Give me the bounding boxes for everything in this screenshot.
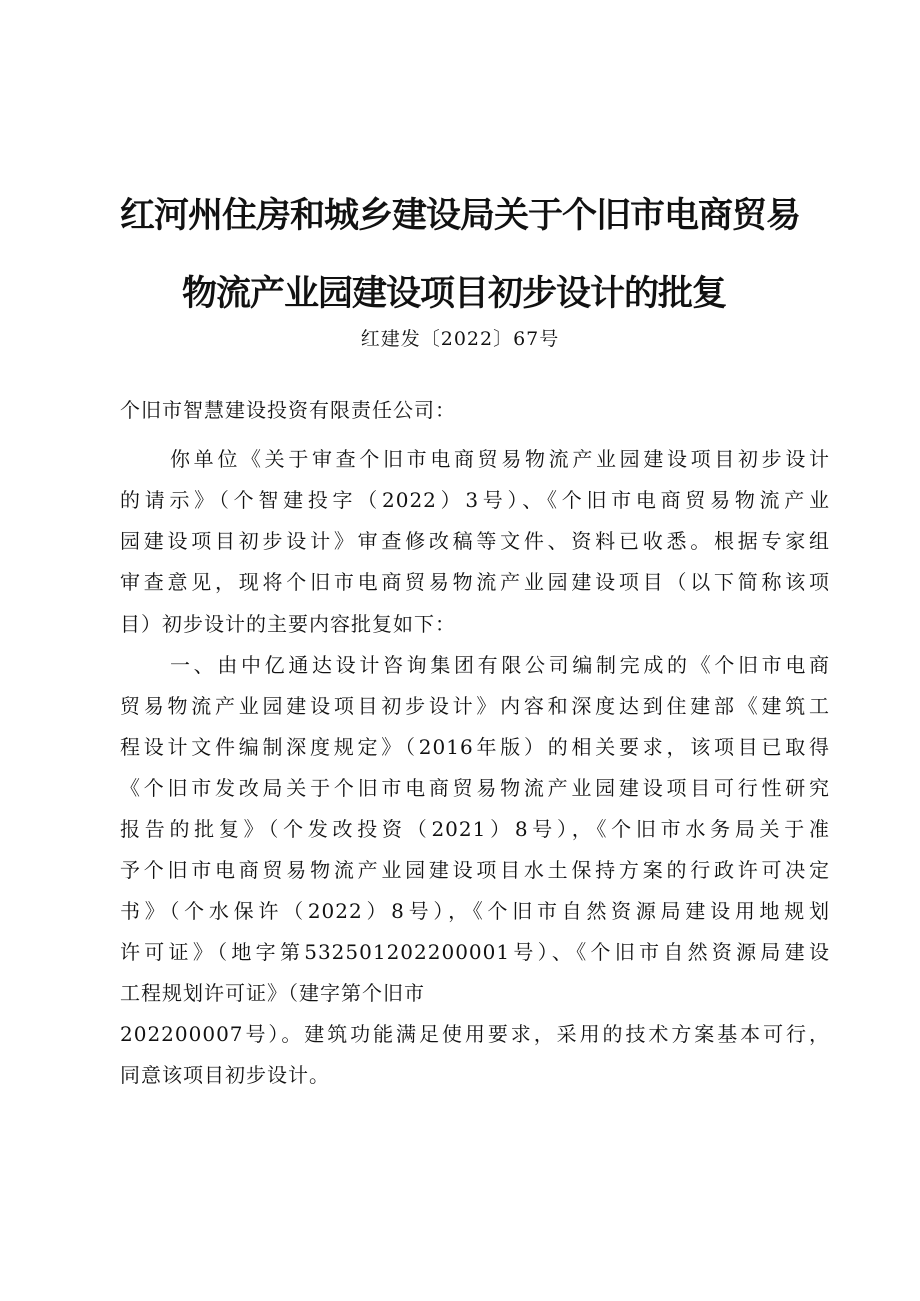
paragraph-line: 同意该项目初步设计。	[120, 1063, 330, 1087]
paragraph-line: 你单位《关于审查个旧市电商贸易物流产业园建设项目初步设计	[170, 447, 830, 471]
addressee: 个旧市智慧建设投资有限责任公司：	[120, 398, 456, 422]
paragraph-line: 予个旧市电商贸易物流产业园建设项目水土保持方案的行政许可决定	[120, 858, 830, 882]
paragraph-line: 审查意见，现将个旧市电商贸易物流产业园建设项目（以下简称该项	[120, 570, 830, 594]
paragraph-line: 一、由中亿通达设计咨询集团有限公司编制完成的《个旧市电商	[170, 653, 830, 677]
paragraph-line: 202200007号）。建筑功能满足使用要求，采用的技术方案基本可行，	[120, 1022, 830, 1046]
paragraph-line: 许可证》（地字第532501202200001号）、《个旧市自然资源局建设	[120, 940, 830, 964]
paragraph-line: 工程规划许可证》（建字第个旧市	[120, 981, 425, 1005]
paragraph-line: 《个旧市发改局关于个旧市电商贸易物流产业园建设项目可行性研究	[120, 776, 830, 800]
paragraph-line: 贸易物流产业园建设项目初步设计》内容和深度达到住建部《建筑工	[120, 694, 830, 718]
paragraph-line: 书》（个水保许（2022）8号），《个旧市自然资源局建设用地规划	[120, 899, 830, 923]
paragraph-line: 目）初步设计的主要内容批复如下：	[120, 612, 456, 636]
document-title-line-1: 红河州住房和城乡建设局关于个旧市电商贸易	[120, 196, 801, 236]
paragraph-line: 报告的批复》（个发改投资（2021）8号），《个旧市水务局关于准	[120, 817, 830, 841]
paragraph-line: 园建设项目初步设计》审查修改稿等文件、资料已收悉。根据专家组	[120, 529, 830, 553]
document-title-line-2: 物流产业园建设项目初步设计的批复	[181, 274, 726, 314]
document-number: 红建发〔2022〕67号	[360, 328, 560, 350]
paragraph-line: 程设计文件编制深度规定》（2016年版）的相关要求，该项目已取得	[120, 735, 830, 759]
paragraph-line: 的请示》（个智建投字（2022）3号）、《个旧市电商贸易物流产业	[120, 488, 830, 512]
